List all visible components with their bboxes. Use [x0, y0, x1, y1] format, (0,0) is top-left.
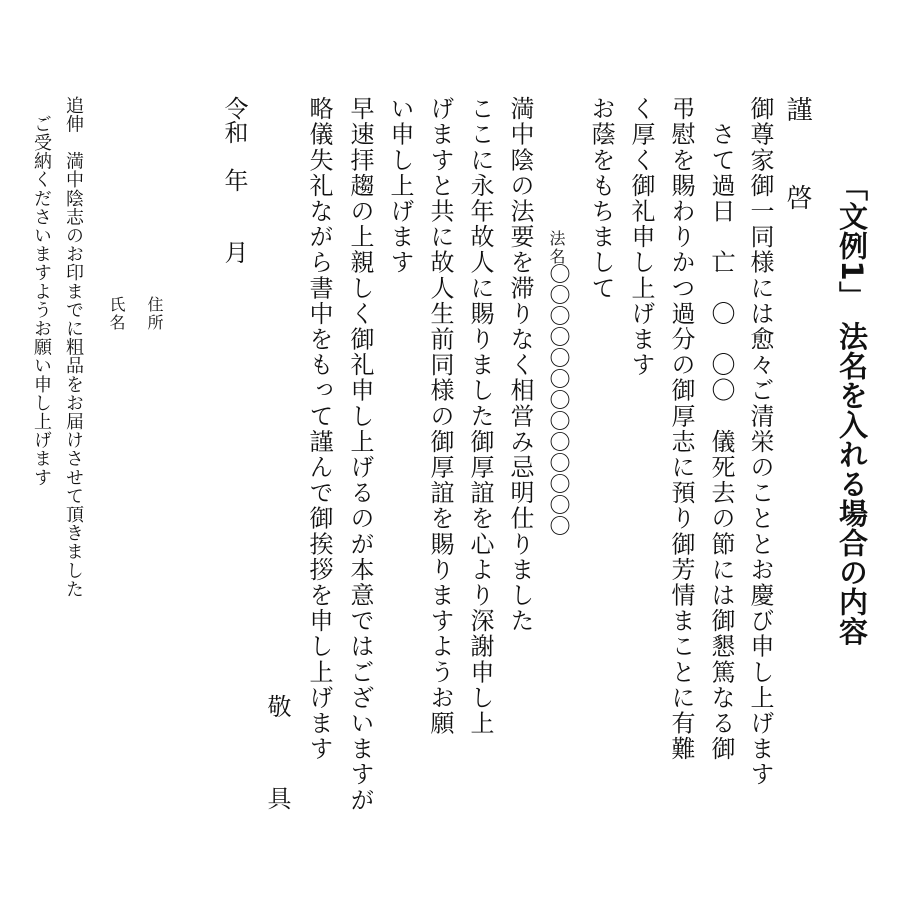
body-line-8: げますと共に故人生前同様の御厚誼を賜りますようお願 — [426, 96, 454, 736]
houmyo-placeholder: 〇〇〇〇〇〇〇〇〇〇〇〇〇 — [547, 263, 571, 536]
salutation-kinkei: 謹 啓 — [782, 96, 812, 228]
body-line-9: い申し上げます — [386, 96, 414, 276]
body-line-11: 略儀失礼ながら書中をもって謹んで御挨拶を申し上げます — [305, 96, 333, 762]
houmyo-label: 法名 — [547, 230, 566, 266]
body-line-4: く厚く御礼申し上げます — [627, 96, 655, 378]
body-line-3: 弔慰を賜わりかつ過分の御厚志に預り御芳情まことに有難 — [667, 96, 695, 762]
closing-keigu: 敬 具 — [263, 694, 291, 832]
document-title: 「文例1」 法名を入れる場合の内容 — [835, 172, 869, 646]
body-line-2: さて過日 亡 〇 〇〇 儀死去の節には御懇篤なる御 — [707, 96, 735, 762]
body-line-5: お蔭をもちまして — [587, 96, 615, 301]
name-label: 氏名 — [107, 296, 126, 332]
body-line-1: 御尊家御一同様には愈々ご清栄のこととお慶び申し上げます — [746, 96, 774, 788]
body-line-6: 満中陰の法要を滞りなく相営み忌明仕りました — [506, 96, 534, 634]
address-label: 住所 — [145, 296, 164, 332]
body-line-10: 早速拝趨の上親しく御礼申し上げるのが本意ではございますが — [346, 96, 374, 813]
date-line: 令和 年 月 — [220, 96, 248, 264]
postscript-line-1: 追伸 満中陰志のお印までに粗品をお届けさせて頂きました — [63, 96, 84, 599]
postscript-line-2: ご受納くださいますようお願い申し上げます — [31, 96, 52, 487]
body-line-7: ここに永年故人に賜りました御厚誼を心より深謝申し上 — [466, 96, 494, 736]
